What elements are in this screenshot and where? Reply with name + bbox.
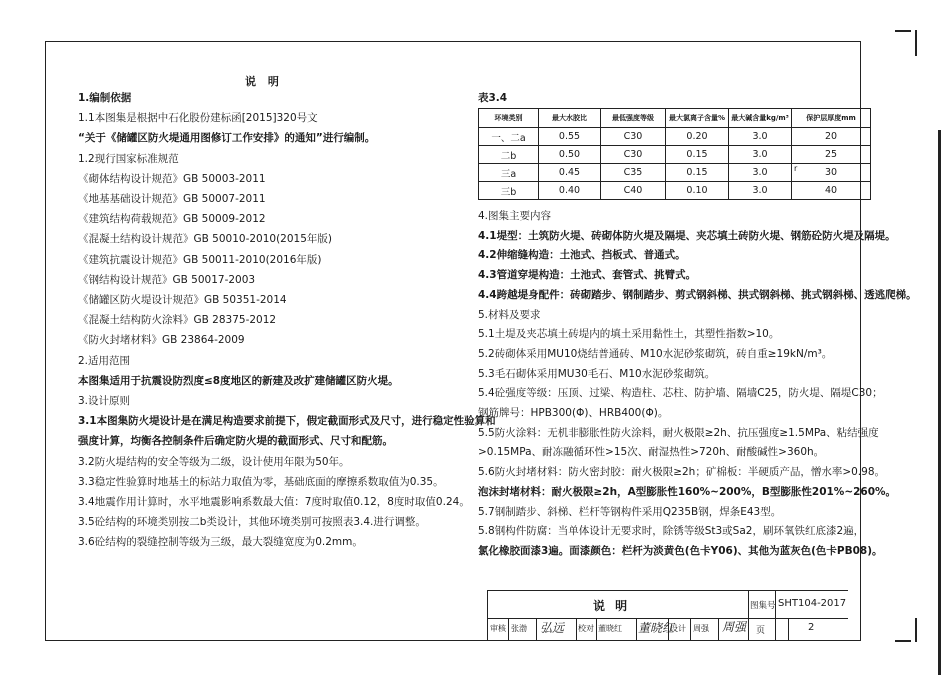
note-line: >0.15MPa、耐冻融循环性>15次、耐湿热性>720h、耐酸碱性>360h。 [478,446,825,459]
table-cell: 0.15 [666,164,729,182]
title-block [487,590,848,641]
note-line: 《钢结构设计规范》GB 50017-2003 [78,273,256,286]
crop-mark [915,618,917,642]
note-line: 本图集适用于抗震设防烈度≤8度地区的新建及改扩建储罐区防火堤。 [78,374,399,387]
table-cell: C40 [601,182,666,200]
designer-signature: 周强 [722,620,747,634]
note-line: 3.5砼结构的环境类别按二b类设计，其他环境类别可按照表3.4.进行调整。 [78,516,426,529]
note-line: 5.6防火封堵材料：防火密封胶：耐火极限≥2h；矿棉板：半硬质产品，憎水率>0.98。 [478,466,886,479]
table-cell: 0.50 [539,146,601,164]
note-line: 5.5防火涂料：无机非膨胀性防火涂料，耐火极限≥2h、抗压强度≥1.5MPa、粘结强度 [478,426,879,439]
note-line: 3.2防火堤结构的安全等级为二级，设计使用年限为50年。 [78,455,350,468]
note-line: 1.1本图集是根据中石化股份建标函[2015]320号文 [78,112,318,125]
table-row [479,182,871,200]
note-line: 5.8钢构件防腐：当单体设计无要求时，除锈等级St3或Sa2，刷环氧铁红底漆2遍， [478,525,865,538]
table-cell: 0.45 [539,164,601,182]
note-line: 1.2现行国家标准规范 [78,152,179,165]
table-cell: 三b [479,182,539,200]
note-line: 《混凝土结构设计规范》GB 50010-2010(2015年版) [78,233,333,246]
note-line: 泡沫封堵材料：耐火极限≥2h，A型膨胀性160%~200%，B型膨胀性201%~260%。 [478,485,897,498]
table-cell: 3.0 [729,128,792,146]
table-cell: 20 [792,128,871,146]
note-line: 《建筑抗震设计规范》GB 50011-2010(2016年版) [78,253,322,266]
table-cell: 0.15 [666,146,729,164]
note-line: 《地基基础设计规范》GB 50007-2011 [78,193,266,205]
review-label: 审核 [490,624,506,633]
table-cell: C30 [601,146,666,164]
note-line: 《砌体结构设计规范》GB 50003-2011 [78,172,266,185]
table-header-cell: 最大碱含量kg/m³ [729,109,792,128]
table-row [479,164,871,182]
table-cell: 40 [792,182,871,200]
note-line: 3.3稳定性验算时地基土的标站力取值为零，基础底面的摩擦系数取值为0.35。 [78,475,444,488]
note-line: 5.材料及要求 [478,308,541,321]
note-line: 4.1堤型：土筑防火堤、砖砌体防火堤及隔堤、夹芯填土砖防火堤、钢筋砼防火堤及隔堤。 [478,229,896,242]
table-cell: 25 [792,146,871,164]
note-line: 《储罐区防火堤设计规范》GB 50351-2014 [78,294,287,306]
check-label: 校对 [578,624,594,633]
page-label: 页 [756,626,766,636]
table-header-cell: 最低强度等级 [601,109,666,128]
crop-mark [915,30,917,56]
page-number: 2 [808,622,815,633]
note-line: 3.设计原则 [78,395,131,407]
table-cell: 30 r [792,164,871,182]
table-row [479,146,871,164]
note-line: 强度计算，均衡各控制条件后确定防火堤的截面形式、尺寸和配筋。 [78,435,393,448]
note-line: 《防火封堵材料》GB 23864-2009 [78,334,245,347]
note-line: 3.1本图集防火堤设计是在满足构造要求前提下，假定截面形式及尺寸，进行稳定性验算和 [78,415,496,428]
table-cell: C30 [601,128,666,146]
note-line: 5.3毛石砌体采用MU30毛石、M10水泥砂浆砌筑。 [478,367,716,380]
note-line: 4.图集主要内容 [478,210,552,222]
crop-mark [938,130,941,675]
designer-name: 周强 [693,624,709,633]
reviewer-signature: 弘远 [540,621,565,635]
table-cell: 二b [479,146,539,164]
note-line: 《混凝土结构防火涂料》GB 28375-2012 [78,314,277,327]
atlas-no-label: 图集号 [750,601,776,611]
table-header-row [479,109,871,128]
table-row [479,128,871,146]
crop-mark [895,640,911,642]
crop-mark [895,30,911,32]
table-cell: 一、二a [479,128,539,146]
note-line: 钢筋牌号：HPB300(Φ)、HRB400(Φ)。 [478,407,669,419]
table-cell: 3.0 [729,146,792,164]
note-line: “关于《储罐区防火堤通用图修订工作安排》的通知”进行编制。 [78,132,376,145]
tick-mark: r [794,164,798,173]
note-line: 5.1土堤及夹芯填土砖堤内的填土采用黏性土，其塑性指数>10。 [478,328,780,341]
note-line: 5.7钢制踏步、斜梯、栏杆等钢构件采用Q235B钢，焊条E43型。 [478,505,782,518]
table-cell: 0.40 [539,182,601,200]
title-block-title: 说 明 [593,599,631,613]
design-label: 设计 [670,624,686,633]
notes-title: 说 明 [245,75,283,88]
note-line: 《建筑结构荷载规范》GB 50009-2012 [78,213,266,226]
note-line: 3.6砼结构的裂缝控制等级为三级，最大裂缝宽度为0.2mm。 [78,536,363,549]
note-line: 5.4砼强度等级：压顶、过梁、构造柱、芯柱、防护墙、隔墙C25，防火堤、隔堤C30； [478,387,883,400]
checker-name: 董晓红 [598,624,622,633]
table-cell: 三a [479,164,539,182]
note-line: 2.适用范围 [78,354,131,367]
checker-signature: 董晓红 [638,621,675,635]
table-cell: C35 [601,164,666,182]
table-cell: 3.0 [729,182,792,200]
table-caption: 表3.4 [478,92,508,104]
reviewer-name: 张渤 [511,624,527,633]
atlas-no: SHT104-2017 [778,598,847,609]
table-body [479,128,871,200]
note-line: 4.4跨越堤身配件：砖砌踏步、钢制踏步、剪式钢斜梯、拱式钢斜梯、挑式钢斜梯、透逃爬梯。 [478,288,917,301]
table-header-cell: 最大水胶比 [539,109,601,128]
environment-class-table [478,108,871,200]
table-cell: 0.20 [666,128,729,146]
note-line: 1.编制依据 [78,92,132,104]
table-cell: 0.10 [666,182,729,200]
note-line: 4.3管道穿堤构造：土池式、套管式、挑臂式。 [478,269,697,282]
table-cell: 0.55 [539,128,601,146]
table-header-cell: 保护层厚度mm [792,109,871,128]
note-line: 4.2伸缩缝构造：土池式、挡板式、普通式。 [478,249,686,262]
note-line: 3.4地震作用计算时，水平地震影响系数最大值：7度时取值0.12，8度时取值0.24。 [78,496,470,508]
table-header-cell: 环境类别 [479,109,539,128]
table-cell: 3.0 [729,164,792,182]
table-header-cell: 最大氯离子含量% [666,109,729,128]
note-line: 氯化橡胶面漆3遍。面漆颜色：栏杆为淡黄色(色卡Y06)、其他为蓝灰色(色卡PB08)。 [478,544,883,557]
note-line: 5.2砖砌体采用MU10烧结普通砖、M10水泥砂浆砌筑，砖自重≥19kN/m³。 [478,347,833,360]
